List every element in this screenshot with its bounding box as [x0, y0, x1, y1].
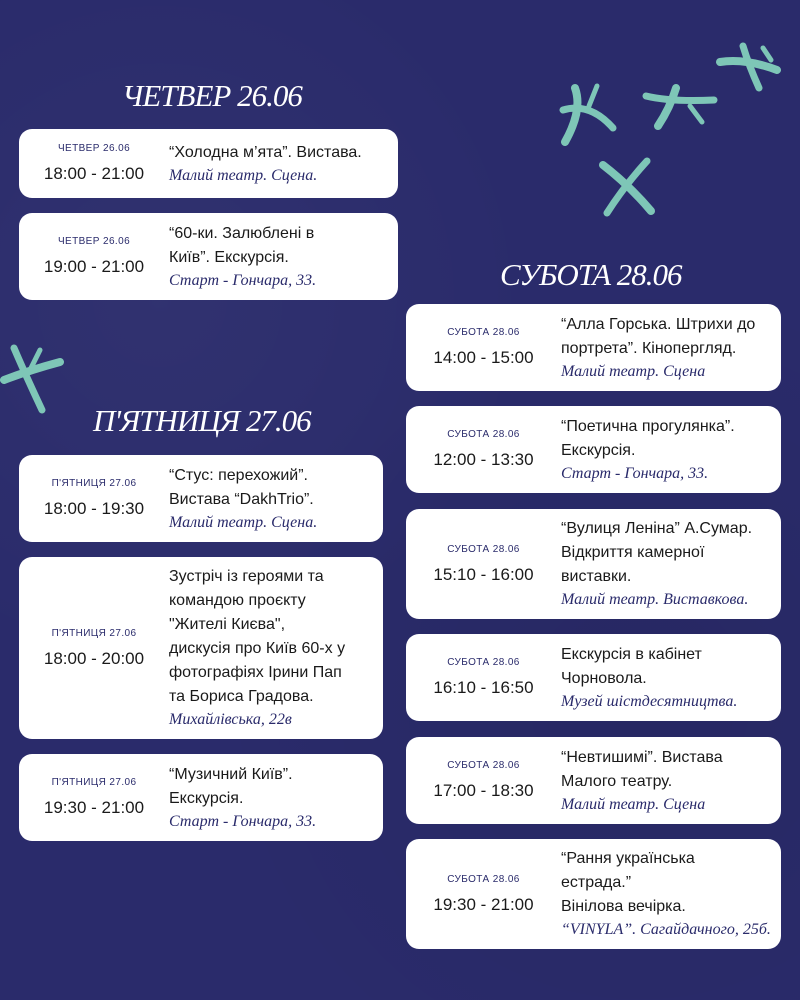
event-title-line: Екскурсія в кабінет: [561, 645, 702, 663]
day-title-thursday: ЧЕТВЕР 26.06: [122, 78, 302, 113]
event-card[interactable]: [406, 839, 781, 949]
event-place: Музей шістдесятництва.: [561, 692, 738, 710]
brush-cross-icon: [555, 80, 620, 150]
event-title-line: "Жителі Києва",: [169, 616, 286, 633]
event-day-label: СУБОТА 28.06: [447, 429, 520, 440]
event-time: 18:00 - 20:00: [43, 648, 145, 668]
event-card[interactable]: [19, 455, 383, 542]
event-title-line: Малого театру.: [561, 772, 673, 790]
event-card[interactable]: [406, 634, 781, 721]
event-day-label: П'ЯТНИЦЯ 27.06: [51, 777, 137, 788]
event-title-line: Екскурсія.: [561, 441, 636, 459]
event-card[interactable]: [406, 304, 781, 391]
event-place: Михайлівська, 22в: [169, 711, 292, 728]
day-title-saturday: СУБОТА 28.06: [500, 257, 682, 292]
event-title-line: командою проєкту: [169, 592, 306, 609]
event-time: 12:00 - 13:30: [433, 450, 534, 469]
event-place: Малий театр. Сцена: [561, 362, 706, 380]
brush-cross-icon: [715, 40, 785, 95]
event-card[interactable]: [406, 737, 781, 824]
event-title-line: Вистава “DakhTrio”.: [169, 490, 314, 508]
event-title-line: та Бориса Градова.: [169, 688, 314, 705]
event-title-line: дискусія про Київ 60-х у: [169, 640, 346, 657]
event-title-line: Чорновола.: [561, 669, 647, 687]
day-title-friday: П'ЯТНИЦЯ 27.06: [93, 403, 311, 438]
brush-cross-icon: [640, 82, 720, 132]
event-title-line: Вінілова вечірка.: [561, 898, 686, 915]
brush-cross-icon: [0, 340, 65, 415]
event-time: 18:00 - 19:30: [43, 499, 145, 518]
event-title-line: “Поетична прогулянка”.: [561, 417, 735, 435]
event-place: Старт - Гончара, 33.: [169, 271, 317, 289]
event-title-line: “Алла Горська. Штрихи до: [561, 315, 756, 333]
event-title-line: портрета”. Кінопергляд.: [561, 339, 737, 357]
event-time: 14:00 - 15:00: [433, 348, 534, 367]
event-place: Старт - Гончара, 33.: [561, 464, 709, 482]
event-card[interactable]: [406, 509, 781, 619]
event-title-line: Зустріч із героями та: [169, 568, 324, 585]
event-title-line: Відкриття камерної: [561, 544, 705, 561]
event-time: 19:00 - 21:00: [43, 257, 145, 276]
event-day-label: П'ЯТНИЦЯ 27.06: [51, 478, 137, 489]
event-title-line: “Рання українська: [561, 850, 695, 867]
event-time: 19:30 - 21:00: [433, 894, 534, 914]
event-day-label: ЧЕТВЕР 26.06: [57, 236, 131, 247]
event-place: Малий театр. Сцена: [561, 795, 706, 813]
event-day-label: СУБОТА 28.06: [447, 327, 520, 338]
event-title-line: фотографіях Ірини Пап: [169, 664, 342, 681]
event-place: “VINYLA”. Сагайдачного, 25б.: [561, 921, 771, 938]
event-title-line: виставки.: [561, 568, 632, 585]
event-place: Старт - Гончара, 33.: [169, 812, 317, 830]
event-title-line: “Вулиця Леніна” А.Сумар.: [561, 520, 753, 537]
event-title-line: “Холодна м’ята”. Вистава.: [169, 143, 362, 161]
event-place: Малий театр. Виставкова.: [561, 591, 749, 608]
event-card[interactable]: [19, 754, 383, 841]
event-time: 19:30 - 21:00: [43, 798, 145, 817]
event-title-line: “Стус: перехожий”.: [169, 466, 308, 484]
brush-cross-icon: [595, 155, 660, 220]
event-card[interactable]: [19, 129, 398, 198]
event-day-label: П'ЯТНИЦЯ 27.06: [51, 627, 137, 639]
event-title-line: Екскурсія.: [169, 789, 244, 807]
event-day-label: СУБОТА 28.06: [447, 873, 520, 885]
event-day-label: СУБОТА 28.06: [447, 543, 520, 555]
event-place: Малий театр. Сцена.: [169, 513, 318, 531]
event-place: Малий театр. Сцена.: [169, 166, 318, 184]
event-day-label: СУБОТА 28.06: [447, 657, 520, 668]
event-time: 18:00 - 21:00: [43, 164, 145, 183]
event-title-line: Київ”. Екскурсія.: [169, 248, 289, 266]
event-time: 17:00 - 18:30: [433, 781, 534, 800]
event-time: 16:10 - 16:50: [433, 678, 534, 697]
event-card[interactable]: [406, 406, 781, 493]
event-title-line: “Музичний Київ”.: [169, 765, 293, 783]
event-title-line: “Невтишимі”. Вистава: [561, 748, 723, 766]
event-card[interactable]: [19, 213, 398, 300]
event-card[interactable]: [19, 557, 383, 739]
event-day-label: ЧЕТВЕР 26.06: [57, 143, 131, 154]
event-day-label: СУБОТА 28.06: [447, 760, 520, 771]
event-title-line: “60-ки. Залюблені в: [169, 224, 315, 242]
event-time: 15:10 - 16:00: [433, 564, 534, 584]
event-title-line: естрада.”: [561, 874, 632, 891]
